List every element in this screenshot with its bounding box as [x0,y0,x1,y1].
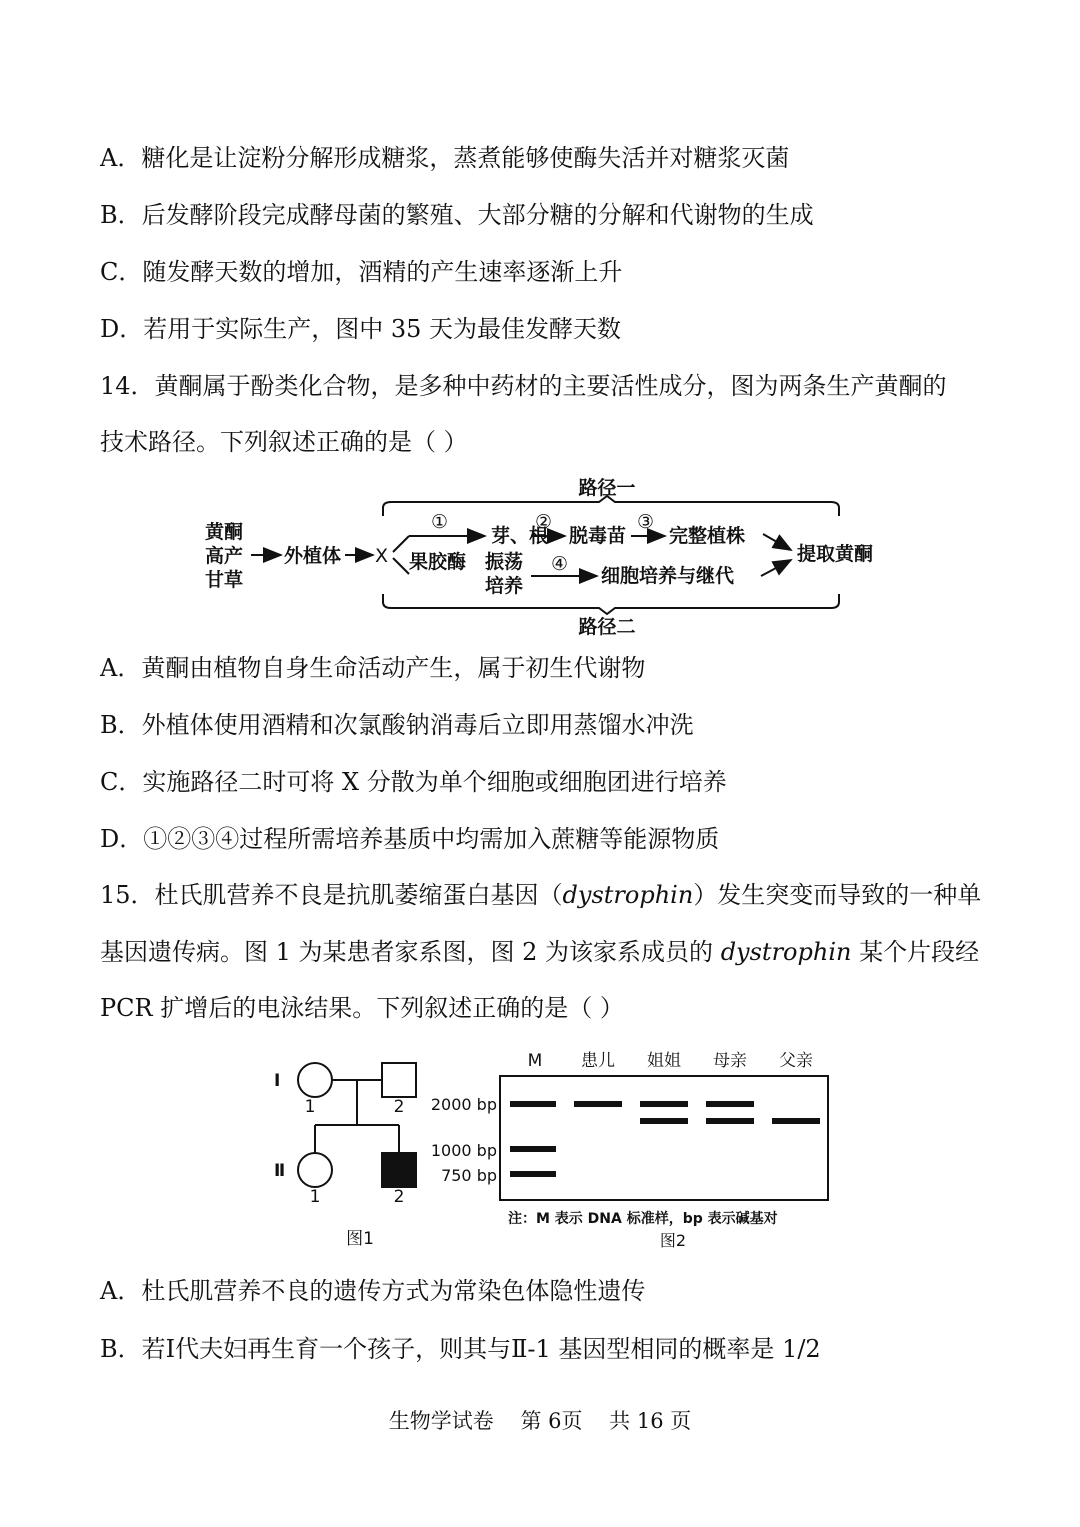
q15-stem-text: 某个片段经 [851,938,980,966]
footer-total: 共 16 页 [609,1409,692,1433]
q14-option-b: B．外植体使用酒精和次氯酸钠消毒后立即用蒸馏水冲洗 [100,711,694,739]
generation-i-label: Ⅰ [274,1071,281,1091]
ii2-number: 2 [393,1187,405,1207]
q15-stem-text: 基因遗传病。图 1 为某患者家系图，图 2 为该家系成员的 [100,938,721,966]
q15-stem-text: 15．杜氏肌营养不良是抗肌萎缩蛋白基因（ [100,881,563,909]
q15-option-a: A．杜氏肌营养不良的遗传方式为常染色体隐性遗传 [100,1277,646,1305]
page-footer [0,1407,1080,1435]
q15-stem-line3: PCR 扩增后的电泳结果。下列叙述正确的是（ ） [100,994,624,1022]
whole-plant-label: 完整植株 [669,525,746,547]
band-mother-upper [706,1101,754,1107]
band-sister-upper [640,1101,688,1107]
marker-2000bp: 2000 bp [430,1095,497,1114]
band-sister-lower [640,1118,688,1124]
ii1-number: 1 [309,1187,321,1207]
marker-750bp: 750 bp [441,1166,497,1185]
q15-option-b: B．若Ⅰ代夫妇再生育一个孩子，则其与Ⅱ-1 基因型相同的概率是 1/2 [100,1335,821,1363]
q14-stem-line2: 技术路径。下列叙述正确的是（ ） [100,428,468,456]
i1-female-unaffected [298,1063,332,1097]
source-text-1: 黄酮 [205,521,244,543]
q14-option-c: C．实施路径二时可将 X 分散为单个细胞或细胞团进行培养 [100,768,727,796]
figure1-caption: 图1 [346,1229,374,1249]
gene-name: dystrophin [562,881,694,909]
step4-label: ④ [551,553,569,575]
ii1-female-unaffected [298,1153,332,1187]
lane-label-father: 父亲 [779,1051,813,1071]
footer-subject: 生物学试卷 [388,1409,494,1433]
q14-option-d: D．①②③④过程所需培养基质中均需加入蔗糖等能源物质 [100,825,720,853]
ii2-male-affected [382,1153,416,1187]
bud-root-label: 芽、根 [491,525,549,547]
q14-pathway-diagram [195,470,895,640]
band-m-1000 [510,1146,556,1152]
arrow-plant-extract [763,534,791,550]
q13-option-c: C．随发酵天数的增加，酒精的产生速率逐渐上升 [100,258,623,286]
q13-option-a: A．糖化是让淀粉分解形成糖浆，蒸煮能够使酶失活并对糖浆灭菌 [100,144,790,172]
band-father-lower [772,1118,820,1124]
x-label: X [375,545,389,567]
gene-name: dystrophin [720,938,852,966]
arrow-cell-extract [761,560,791,576]
cell-culture-label: 细胞培养与继代 [601,565,735,587]
extract-label: 提取黄酮 [797,543,874,565]
i2-number: 2 [393,1097,405,1117]
marker-1000bp: 1000 bp [430,1141,497,1160]
band-m-2000 [510,1101,556,1107]
q14-stem-line1: 14．黄酮属于酚类化合物，是多种中药材的主要活性成分，图为两条生产黄酮的 [100,372,947,400]
source-text-3: 甘草 [205,569,244,591]
band-mother-lower [706,1118,754,1124]
q13-option-d: D．若用于实际生产，图中 35 天为最佳发酵天数 [100,315,622,343]
i1-number: 1 [304,1097,316,1117]
pedigree-figure [270,1050,430,1255]
footer-page: 第 6页 [520,1409,583,1433]
lane-label-m: M [527,1051,543,1071]
gel-frame [500,1076,828,1200]
electrophoresis-figure [425,1045,845,1255]
q15-stem-line1 [100,880,981,910]
virus-free-label: 脱毒苗 [569,525,627,547]
band-patient-upper [574,1101,622,1107]
lane-label-sister: 姐姐 [647,1051,681,1071]
path2-label: 路径二 [578,616,636,638]
step3-label: ③ [637,511,655,533]
branch-upper [393,536,409,552]
q15-stem-line2 [100,937,979,967]
q13-option-b: B．后发酵阶段完成酵母菌的繁殖、大部分糖的分解和代谢物的生成 [100,201,814,229]
q14-option-a: A．黄酮由植物自身生命活动产生，属于初生代谢物 [100,654,646,682]
path1-label: 路径一 [578,477,636,499]
shake-text-2: 培养 [485,575,524,597]
generation-ii-label: Ⅱ [274,1161,286,1181]
source-text-2: 高产 [205,545,244,567]
path2-brace [383,594,839,614]
lane-label-patient: 患儿 [581,1051,615,1071]
figure2-caption: 图2 [659,1231,687,1250]
figure2-note: 注：M 表示 DNA 标准样，bp 表示碱基对 [508,1211,778,1227]
path1-brace [383,496,839,516]
step1-label: ① [431,511,449,533]
q15-stem-text: ）发生突变而导致的一种单 [693,881,982,909]
step2-label: ② [535,511,553,533]
explant-label: 外植体 [284,545,342,567]
i2-male-unaffected [382,1063,416,1097]
branch-lower [393,558,409,574]
lane-label-mother: 母亲 [713,1051,747,1071]
pectinase-label: 果胶酶 [409,551,467,573]
band-m-750 [510,1171,556,1177]
shake-text-1: 振荡 [485,551,524,573]
